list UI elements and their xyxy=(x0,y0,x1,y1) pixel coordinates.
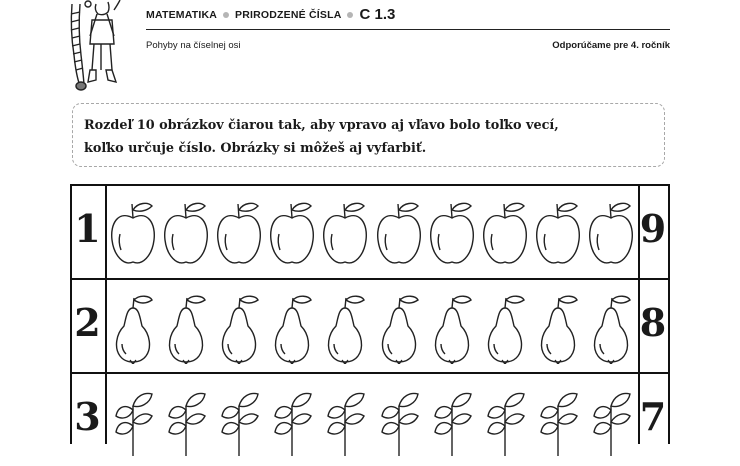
leaf-icon[interactable] xyxy=(214,386,264,458)
worksheet-subtitle: Pohyby na číselnej osi xyxy=(146,40,241,51)
worksheet-code: C 1.3 xyxy=(359,6,396,23)
pear-icon[interactable] xyxy=(374,292,424,364)
right-number-3: 7 xyxy=(639,394,667,439)
pear-icon[interactable] xyxy=(320,292,370,364)
leaf-icon[interactable] xyxy=(374,386,424,458)
leaf-icon[interactable] xyxy=(427,386,477,458)
exercise-grid xyxy=(70,184,670,444)
subject-label: MATEMATIKA xyxy=(146,8,218,21)
leaf-icon[interactable] xyxy=(533,386,583,458)
pear-icon[interactable] xyxy=(267,292,317,364)
leaf-icon[interactable] xyxy=(320,386,370,458)
grade-recommendation: Odporúčame pre 4. ročník xyxy=(552,40,670,51)
apple-icon[interactable] xyxy=(108,198,158,270)
right-number-2: 8 xyxy=(639,300,667,345)
apple-row xyxy=(106,184,638,278)
leaf-icon[interactable] xyxy=(108,386,158,458)
pear-icon[interactable] xyxy=(533,292,583,364)
header-bar xyxy=(146,6,395,23)
apple-icon[interactable] xyxy=(267,198,317,270)
apple-icon[interactable] xyxy=(533,198,583,270)
separator-dot-icon xyxy=(347,12,353,18)
pear-icon[interactable] xyxy=(480,292,530,364)
apple-icon[interactable] xyxy=(374,198,424,270)
left-number-1: 1 xyxy=(74,206,101,251)
apple-icon[interactable] xyxy=(480,198,530,270)
right-number-1: 9 xyxy=(639,206,667,251)
apple-icon[interactable] xyxy=(214,198,264,270)
pear-icon[interactable] xyxy=(427,292,477,364)
topic-label: PRIRODZENÉ ČÍSLA xyxy=(235,8,342,21)
left-number-3: 3 xyxy=(74,394,101,439)
apple-icon[interactable] xyxy=(161,198,211,270)
apple-icon[interactable] xyxy=(320,198,370,270)
leaf-icon[interactable] xyxy=(161,386,211,458)
pear-icon[interactable] xyxy=(108,292,158,364)
pear-row xyxy=(106,278,638,372)
leaf-row xyxy=(106,372,638,466)
left-number-2: 2 xyxy=(74,300,101,345)
pear-icon[interactable] xyxy=(214,292,264,364)
separator-dot-icon xyxy=(223,12,229,18)
leaf-icon[interactable] xyxy=(480,386,530,458)
leaf-icon[interactable] xyxy=(586,386,636,458)
apple-icon[interactable] xyxy=(427,198,477,270)
instruction-text xyxy=(84,114,659,160)
mascot-illustration xyxy=(66,0,130,92)
instruction-line-2: koľko určuje číslo. Obrázky si môžeš aj vyfarbiť. xyxy=(84,141,427,156)
header-divider xyxy=(146,29,670,30)
apple-icon[interactable] xyxy=(586,198,636,270)
leaf-icon[interactable] xyxy=(267,386,317,458)
instruction-line-1: Rozdeľ 10 obrázkov čiarou tak, aby vpravo aj vľavo bolo toľko vecí, xyxy=(84,118,559,133)
pear-icon[interactable] xyxy=(161,292,211,364)
pear-icon[interactable] xyxy=(586,292,636,364)
